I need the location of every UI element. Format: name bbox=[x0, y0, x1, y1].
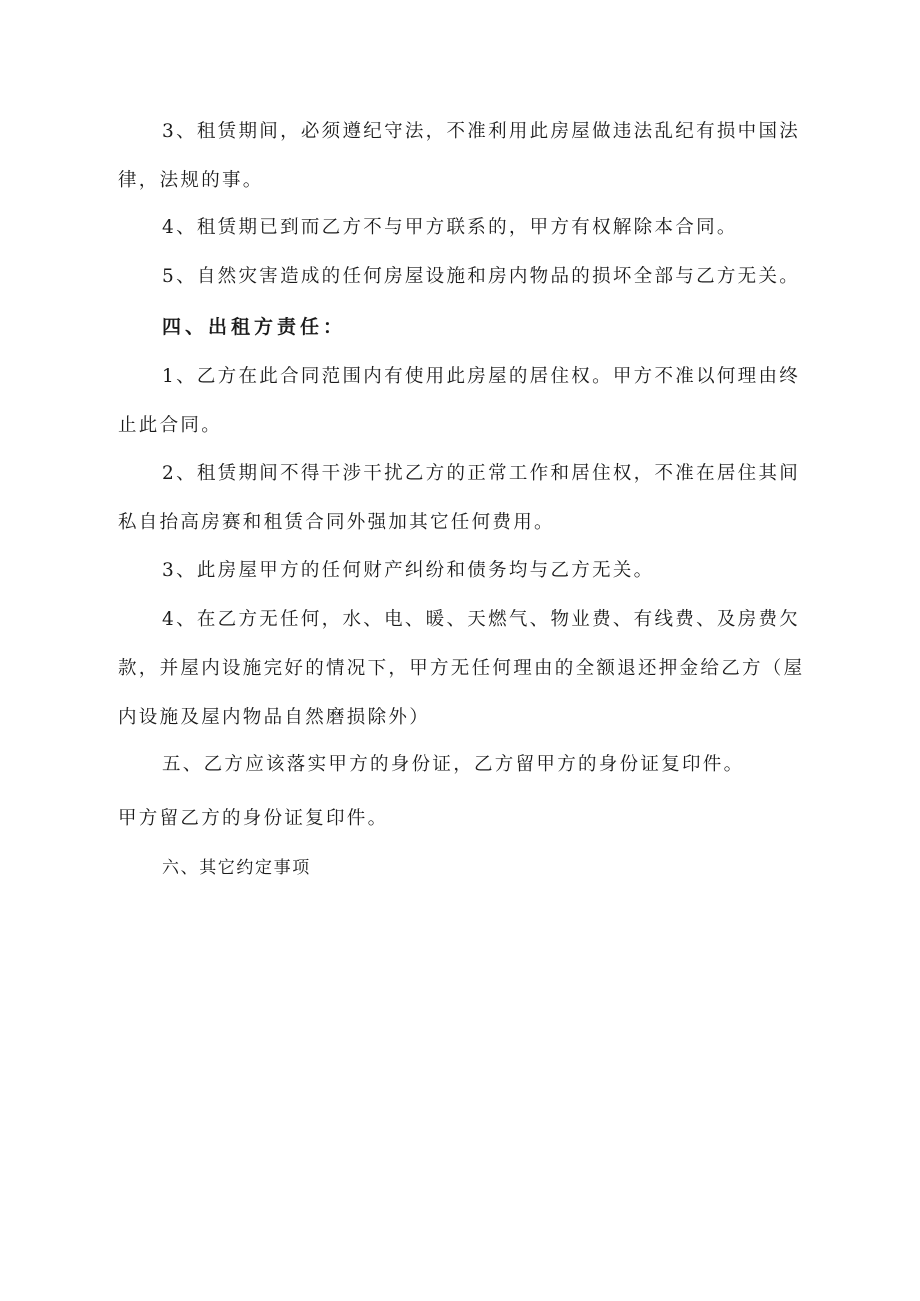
clause-4-lease-expiry: 4、租赁期已到而乙方不与甲方联系的，甲方有权解除本合同。 bbox=[162, 217, 738, 238]
clause-5-natural-disaster: 5、自然灾害造成的任何房屋设施和房内物品的损坏全部与乙方无关。 bbox=[162, 266, 801, 287]
lessor-clause-1: 1、乙方在此合同范围内有使用此房屋的居住权。甲方不准以何理由终止此合同。 bbox=[118, 366, 801, 436]
section-five-id-card: 五、乙方应该落实甲方的身份证，乙方留甲方的身份证复印件。 bbox=[162, 754, 745, 775]
lessor-clause-2: 2、租赁期间不得干涉干扰乙方的正常工作和居住权，不准在居住其间私自抬高房赛和租赁合同外强加其它任何费用。 bbox=[118, 463, 801, 533]
lessor-clause-4: 4、在乙方无任何，水、电、暖、天燃气、物业费、有线费、及房费欠款，并屋内设施完好的情况下，甲方无任何理由的全额退还押金给乙方（屋内设施及屋内物品自然磨损除外） bbox=[118, 609, 805, 728]
clause-3-lawful-use: 3、租赁期间，必须遵纪守法，不准利用此房屋做违法乱纪有损中国法律，法规的事。 bbox=[118, 121, 801, 191]
section-six-heading: 六、其它约定事项 bbox=[162, 858, 311, 878]
section-heading-lessor-duties: 四、出租方责任： bbox=[162, 316, 347, 338]
section-five-continuation: 甲方留乙方的身份证复印件。 bbox=[118, 808, 389, 829]
lessor-clause-3: 3、此房屋甲方的任何财产纠纷和债务均与乙方无关。 bbox=[162, 560, 655, 581]
